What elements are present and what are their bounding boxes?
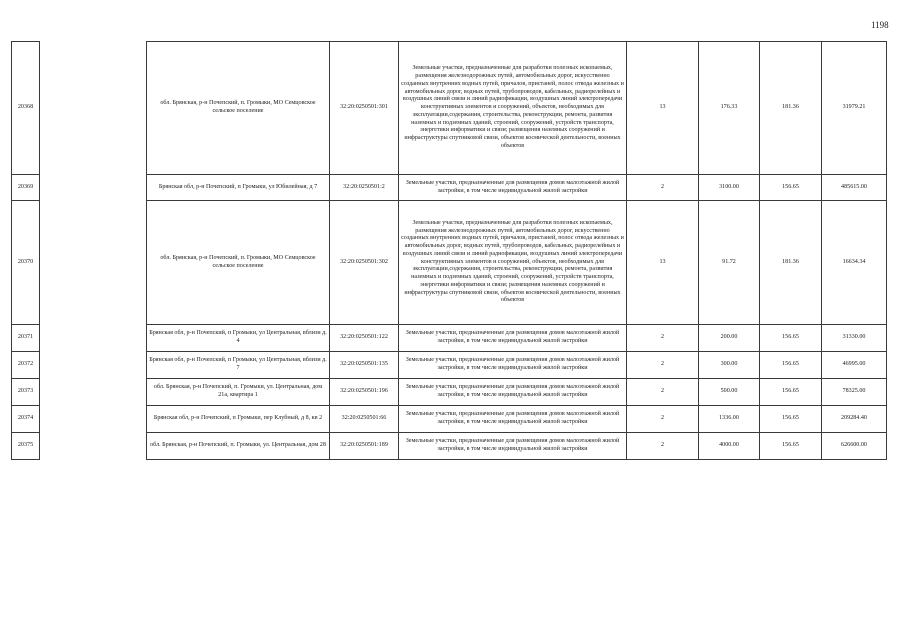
table-body	[12, 42, 887, 460]
cell-specific-value: 181.36	[760, 42, 822, 175]
cell-cadastral-number: 32:20:0250501:301	[330, 42, 399, 175]
cell-record-id: 20368	[12, 42, 40, 175]
cell-spacer	[40, 201, 147, 325]
cell-cadastral-value: 46995.00	[822, 352, 887, 379]
cell-specific-value: 156.65	[760, 406, 822, 433]
cell-record-id: 20375	[12, 433, 40, 460]
table-row	[12, 379, 887, 406]
cell-area: 91.72	[699, 201, 760, 325]
cell-land-use-purpose: Земельные участки, предназначенные для размещения домов малоэтажной жилой застройки, в том числе индивидуальной жилой застройки	[399, 325, 627, 352]
cell-cadastral-number: 32:20:0250501:196	[330, 379, 399, 406]
cell-record-id: 20373	[12, 379, 40, 406]
table-row	[12, 325, 887, 352]
cell-cadastral-number: 32:20:0250501:66	[330, 406, 399, 433]
cell-cadastral-number: 32:20:0250501:122	[330, 325, 399, 352]
table-row	[12, 433, 887, 460]
cell-record-id: 20370	[12, 201, 40, 325]
cell-area: 1336.00	[699, 406, 760, 433]
table-row	[12, 42, 887, 175]
cell-cadastral-number: 32:20:0250501:135	[330, 352, 399, 379]
cell-spacer	[40, 325, 147, 352]
cell-land-use-purpose: Земельные участки, предназначенные для размещения домов малоэтажной жилой застройки, в том числе индивидуальной жилой застройки	[399, 379, 627, 406]
cell-spacer	[40, 379, 147, 406]
table-row	[12, 201, 887, 325]
cell-land-use-purpose: Земельные участки, предназначенные для размещения домов малоэтажной жилой застройки, в том числе индивидуальной жилой застройки	[399, 433, 627, 460]
cell-address: Брянская обл, р-н Почепский, п Громыки, ул Центральная, вблизи д. 7	[147, 352, 330, 379]
cell-address: обл. Брянская, р-н Почепский, п. Громыки, ул. Центральная, дом 28	[147, 433, 330, 460]
cell-cadastral-value: 209284.40	[822, 406, 887, 433]
cell-group-number: 13	[627, 201, 699, 325]
cell-cadastral-value: 626600.00	[822, 433, 887, 460]
cell-area: 200.00	[699, 325, 760, 352]
cell-specific-value: 181.36	[760, 201, 822, 325]
cell-address: обл. Брянская, р-н Почепский, п. Громыки, МО Семцовское сельское поселение	[147, 42, 330, 175]
cell-group-number: 2	[627, 325, 699, 352]
table-row	[12, 406, 887, 433]
cell-address: Брянская обл, р-н Почепский, п Громыки, ул Центральная, вблизи д. 4	[147, 325, 330, 352]
cell-group-number: 2	[627, 175, 699, 201]
cell-specific-value: 156.65	[760, 175, 822, 201]
cell-spacer	[40, 352, 147, 379]
cell-record-id: 20369	[12, 175, 40, 201]
cell-specific-value: 156.65	[760, 325, 822, 352]
cell-spacer	[40, 406, 147, 433]
cell-cadastral-number: 32:20:0250501:2	[330, 175, 399, 201]
cell-land-use-purpose: Земельные участки, предназначенные для размещения домов малоэтажной жилой застройки, в том числе индивидуальной жилой застройки	[399, 175, 627, 201]
cell-address: обл. Брянская, р-н Почепский, п. Громыки, МО Семцовское сельское поселение	[147, 201, 330, 325]
cell-specific-value: 156.65	[760, 379, 822, 406]
cell-cadastral-value: 16634.34	[822, 201, 887, 325]
cell-group-number: 2	[627, 352, 699, 379]
cell-record-id: 20371	[12, 325, 40, 352]
cell-spacer	[40, 175, 147, 201]
cell-land-use-purpose: Земельные участки, предназначенные для разработки полезных ископаемых, размещения железнодорожных путей, автомобильных дорог, искусственно созданных внутренних водных путей, причалов, пристаней, полос отвода железных и автомобильных дорог, водных путей, трубопроводов, кабельных, радиорелейных и воздушных линий связи и линий радиофикации, воздушных линий электропередачи конструктивных элементов и сооружений, объектов, необходимых для эксплуатации,содержания, строительства, реконструкции, ремонта, развития наземных и подземных зданий, строений, сооружений, устройств транспорта, энергетики информатики и связи; размещения наземных сооружений и инфраструктуры спутниковой связи, объектов космической деятельности, военных объектов	[399, 201, 627, 325]
cell-address: обл. Брянская, р-н Почепский, п. Громыки, ул. Центральная, дом 21а, квартира 1	[147, 379, 330, 406]
cell-spacer	[40, 42, 147, 175]
cell-specific-value: 156.65	[760, 433, 822, 460]
land-registry-table	[11, 41, 887, 460]
cell-cadastral-value: 31979.21	[822, 42, 887, 175]
cell-specific-value: 156.65	[760, 352, 822, 379]
cell-area: 4000.00	[699, 433, 760, 460]
table-row	[12, 175, 887, 201]
cell-cadastral-value: 78325.00	[822, 379, 887, 406]
cell-land-use-purpose: Земельные участки, предназначенные для размещения домов малоэтажной жилой застройки, в том числе индивидуальной жилой застройки	[399, 352, 627, 379]
cell-record-id: 20372	[12, 352, 40, 379]
cell-cadastral-number: 32:20:0250501:302	[330, 201, 399, 325]
cell-record-id: 20374	[12, 406, 40, 433]
cell-area: 176.33	[699, 42, 760, 175]
cell-cadastral-value: 31330.00	[822, 325, 887, 352]
cell-spacer	[40, 433, 147, 460]
cell-area: 3100.00	[699, 175, 760, 201]
cell-address: Брянская обл, р-н Почепский, п Громыки, пер Клубный, д 8, кв 2	[147, 406, 330, 433]
cell-group-number: 2	[627, 433, 699, 460]
cell-cadastral-number: 32:20:0250501:189	[330, 433, 399, 460]
cell-cadastral-value: 485615.00	[822, 175, 887, 201]
cell-group-number: 13	[627, 42, 699, 175]
cell-address: Брянская обл, р-н Почепский, п Громыки, ул Юбилейная, д 7	[147, 175, 330, 201]
table-row	[12, 352, 887, 379]
cell-group-number: 2	[627, 379, 699, 406]
page-number: 1198	[871, 20, 889, 30]
cell-area: 300.00	[699, 352, 760, 379]
cell-land-use-purpose: Земельные участки, предназначенные для размещения домов малоэтажной жилой застройки, в том числе индивидуальной жилой застройки	[399, 406, 627, 433]
cell-area: 500.00	[699, 379, 760, 406]
cell-land-use-purpose: Земельные участки, предназначенные для разработки полезных ископаемых, размещения железнодорожных путей, автомобильных дорог, искусственно созданных внутренних водных путей, причалов, пристаней, полос отвода железных и автомобильных дорог, водных путей, трубопроводов, кабельных, радиорелейных и воздушных линий связи и линий радиофикации, воздушных линий электропередачи конструктивных элементов и сооружений, объектов, необходимых для эксплуатации,содержания, строительства, реконструкции, ремонта, развития наземных и подземных зданий, строений, сооружений, устройств транспорта, энергетики информатики и связи; размещения наземных сооружений и инфраструктуры спутниковой связи, объектов космической деятельности, военных объектов	[399, 42, 627, 175]
cell-group-number: 2	[627, 406, 699, 433]
